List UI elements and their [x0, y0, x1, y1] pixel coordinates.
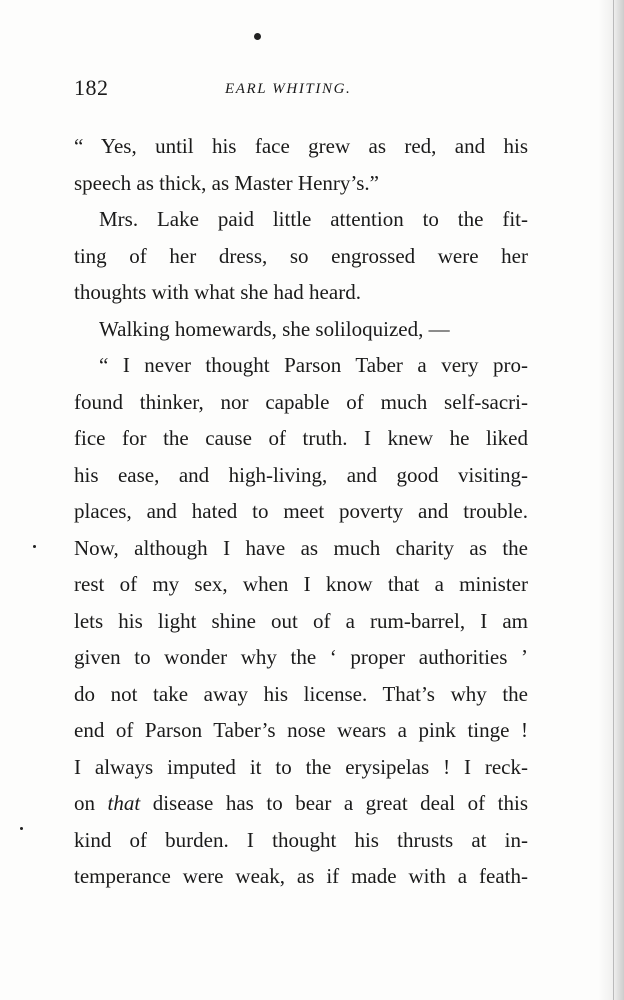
- page-edge-shadow: [598, 0, 624, 1000]
- text-line: lets his light shine out of a rum-barrel, I am: [74, 608, 528, 633]
- text-line: thoughts with what she had heard.: [74, 280, 361, 304]
- text-line: his ease, and high-living, and good visiting-: [74, 462, 528, 487]
- text-line: rest of my sex, when I know that a minister: [74, 572, 528, 596]
- text-line: Now, although I have as much charity as the: [74, 535, 528, 560]
- text-line: Walking homewards, she soliloquized, —: [99, 316, 450, 341]
- text-line: “ I never thought Parson Taber a very pro-: [99, 353, 528, 377]
- text-line: speech as thick, as Master Henry’s.”: [74, 170, 379, 195]
- text-line-with-emphasis: [74, 785, 528, 822]
- body-text: [74, 128, 528, 895]
- text-line: end of Parson Taber’s nose wears a pink tinge !: [74, 718, 528, 742]
- text-line: found thinker, nor capable of much self-sacri-: [74, 389, 528, 414]
- margin-speck-mark: [20, 827, 23, 830]
- text-line: kind of burden. I thought his thrusts at in-: [74, 827, 528, 852]
- text-line: places, and hated to meet poverty and trouble.: [74, 499, 528, 523]
- text-line: temperance were weak, as if made with a feath-: [74, 864, 528, 888]
- page-header: [74, 74, 529, 106]
- text-line: do not take away his license. That’s why the: [74, 681, 528, 706]
- line-rest: disease has to bear a great deal of this: [152, 791, 528, 815]
- text-line: Mrs. Lake paid little attention to the fit-: [99, 207, 528, 231]
- text-line: given to wonder why the ‘ proper authorities ’: [74, 645, 528, 669]
- running-head: EARL WHITING.: [225, 81, 352, 97]
- text-line: fice for the cause of truth. I knew he liked: [74, 426, 528, 450]
- line-prefix: on: [74, 791, 95, 815]
- page-number: 182: [74, 75, 109, 100]
- page-edge-line: [613, 0, 614, 1000]
- margin-speck-mark: [33, 545, 36, 548]
- ink-dot-mark: [254, 33, 261, 40]
- emphasized-word: that: [107, 791, 141, 815]
- text-line: “ Yes, until his face grew as red, and his: [74, 134, 528, 158]
- text-line: ting of her dress, so engrossed were her: [74, 243, 528, 268]
- text-line: I always imputed it to the erysipelas ! I reck-: [74, 754, 528, 779]
